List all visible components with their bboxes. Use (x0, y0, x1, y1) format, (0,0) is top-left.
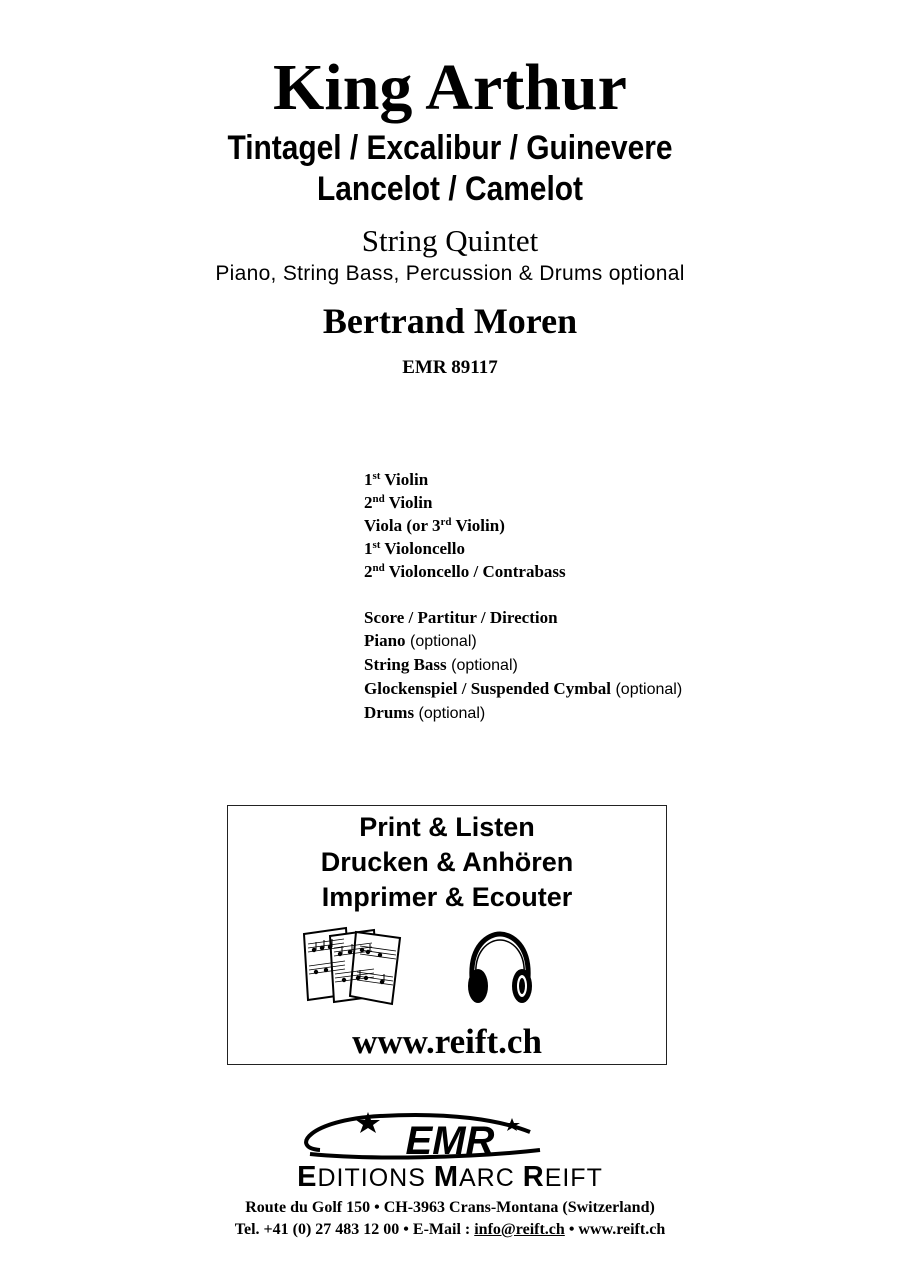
part-name: Glockenspiel / Suspended Cymbal (364, 679, 612, 698)
part-name: Viola (or 3 (364, 516, 441, 535)
emr-logo (250, 1110, 650, 1164)
part-name: String Bass (364, 655, 447, 674)
part-name: Piano (364, 631, 406, 650)
part-name: Violoncello (380, 539, 465, 558)
print-listen-box (227, 805, 667, 1065)
website-text: • www.reift.ch (564, 1221, 666, 1238)
optional-label: (optional) (611, 681, 683, 698)
part-number: 2 (364, 562, 373, 581)
emr-emblem-text: EMR (405, 1119, 495, 1163)
optional-instruments: Piano, String Bass, Percussion & Drums optional (215, 262, 685, 285)
optional-label: (optional) (446, 657, 518, 674)
part-name: Violoncello / Contrabass (384, 562, 566, 581)
spacer (364, 583, 682, 606)
publisher-contact (0, 1219, 900, 1241)
publisher-part: DITIONS (317, 1164, 434, 1192)
part-name: Violin (380, 470, 429, 489)
subtitle-line-1: Tintagel / Excalibur / Guinevere (227, 129, 673, 167)
publisher-initial: M (433, 1161, 459, 1193)
part-string-bass (364, 653, 682, 677)
publisher-part: EIFT (544, 1164, 603, 1192)
optional-label: (optional) (414, 705, 486, 722)
part-drums (364, 701, 682, 725)
ordinal-suffix: rd (440, 516, 452, 528)
part-score: Score / Partitur / Direction (364, 608, 558, 627)
part-number: 1 (364, 470, 373, 489)
part-percussion (364, 677, 682, 701)
ensemble: String Quintet (361, 223, 539, 258)
ordinal-suffix: st (372, 539, 381, 551)
sheet-music-icon (300, 924, 412, 1006)
part-viola (364, 514, 682, 537)
part-number: 1 (364, 539, 373, 558)
parts-list (364, 468, 682, 725)
catalog-number: EMR 89117 (402, 357, 498, 378)
promo-line-german: Drucken & Anhören (320, 847, 574, 877)
part-2nd-violin (364, 491, 682, 514)
part-1st-violin (364, 468, 682, 491)
part-number: 2 (364, 493, 373, 512)
headphones-icon (464, 928, 536, 1008)
publisher-initial: E (297, 1161, 318, 1193)
part-name: Drums (364, 703, 415, 722)
phone-text: Tel. +41 (0) 27 483 12 00 • E-Mail : (234, 1221, 475, 1238)
subtitle-line-2: Lancelot / Camelot (316, 170, 584, 208)
publisher-part: ARC (459, 1164, 523, 1192)
part-name-suffix: Violin) (451, 516, 505, 535)
promo-line-english: Print & Listen (359, 812, 535, 842)
publisher-name (0, 1163, 900, 1192)
ordinal-suffix: st (372, 470, 381, 482)
part-2nd-violoncello (364, 560, 682, 583)
optional-label: (optional) (405, 633, 477, 650)
ordinal-suffix: nd (372, 493, 385, 505)
composer: Bertrand Moren (322, 301, 578, 341)
publisher-address: Route du Golf 150 • CH-3963 Crans-Montana (Switzerland) (245, 1199, 655, 1216)
website-link[interactable]: www.reift.ch (352, 1022, 542, 1061)
part-piano (364, 629, 682, 653)
email-link[interactable]: info@reift.ch (474, 1221, 565, 1238)
ordinal-suffix: nd (372, 562, 385, 574)
publisher-initial: R (522, 1161, 545, 1193)
part-1st-violoncello (364, 537, 682, 560)
promo-line-french: Imprimer & Ecouter (321, 882, 573, 912)
title: King Arthur (273, 51, 627, 124)
part-name: Violin (384, 493, 433, 512)
